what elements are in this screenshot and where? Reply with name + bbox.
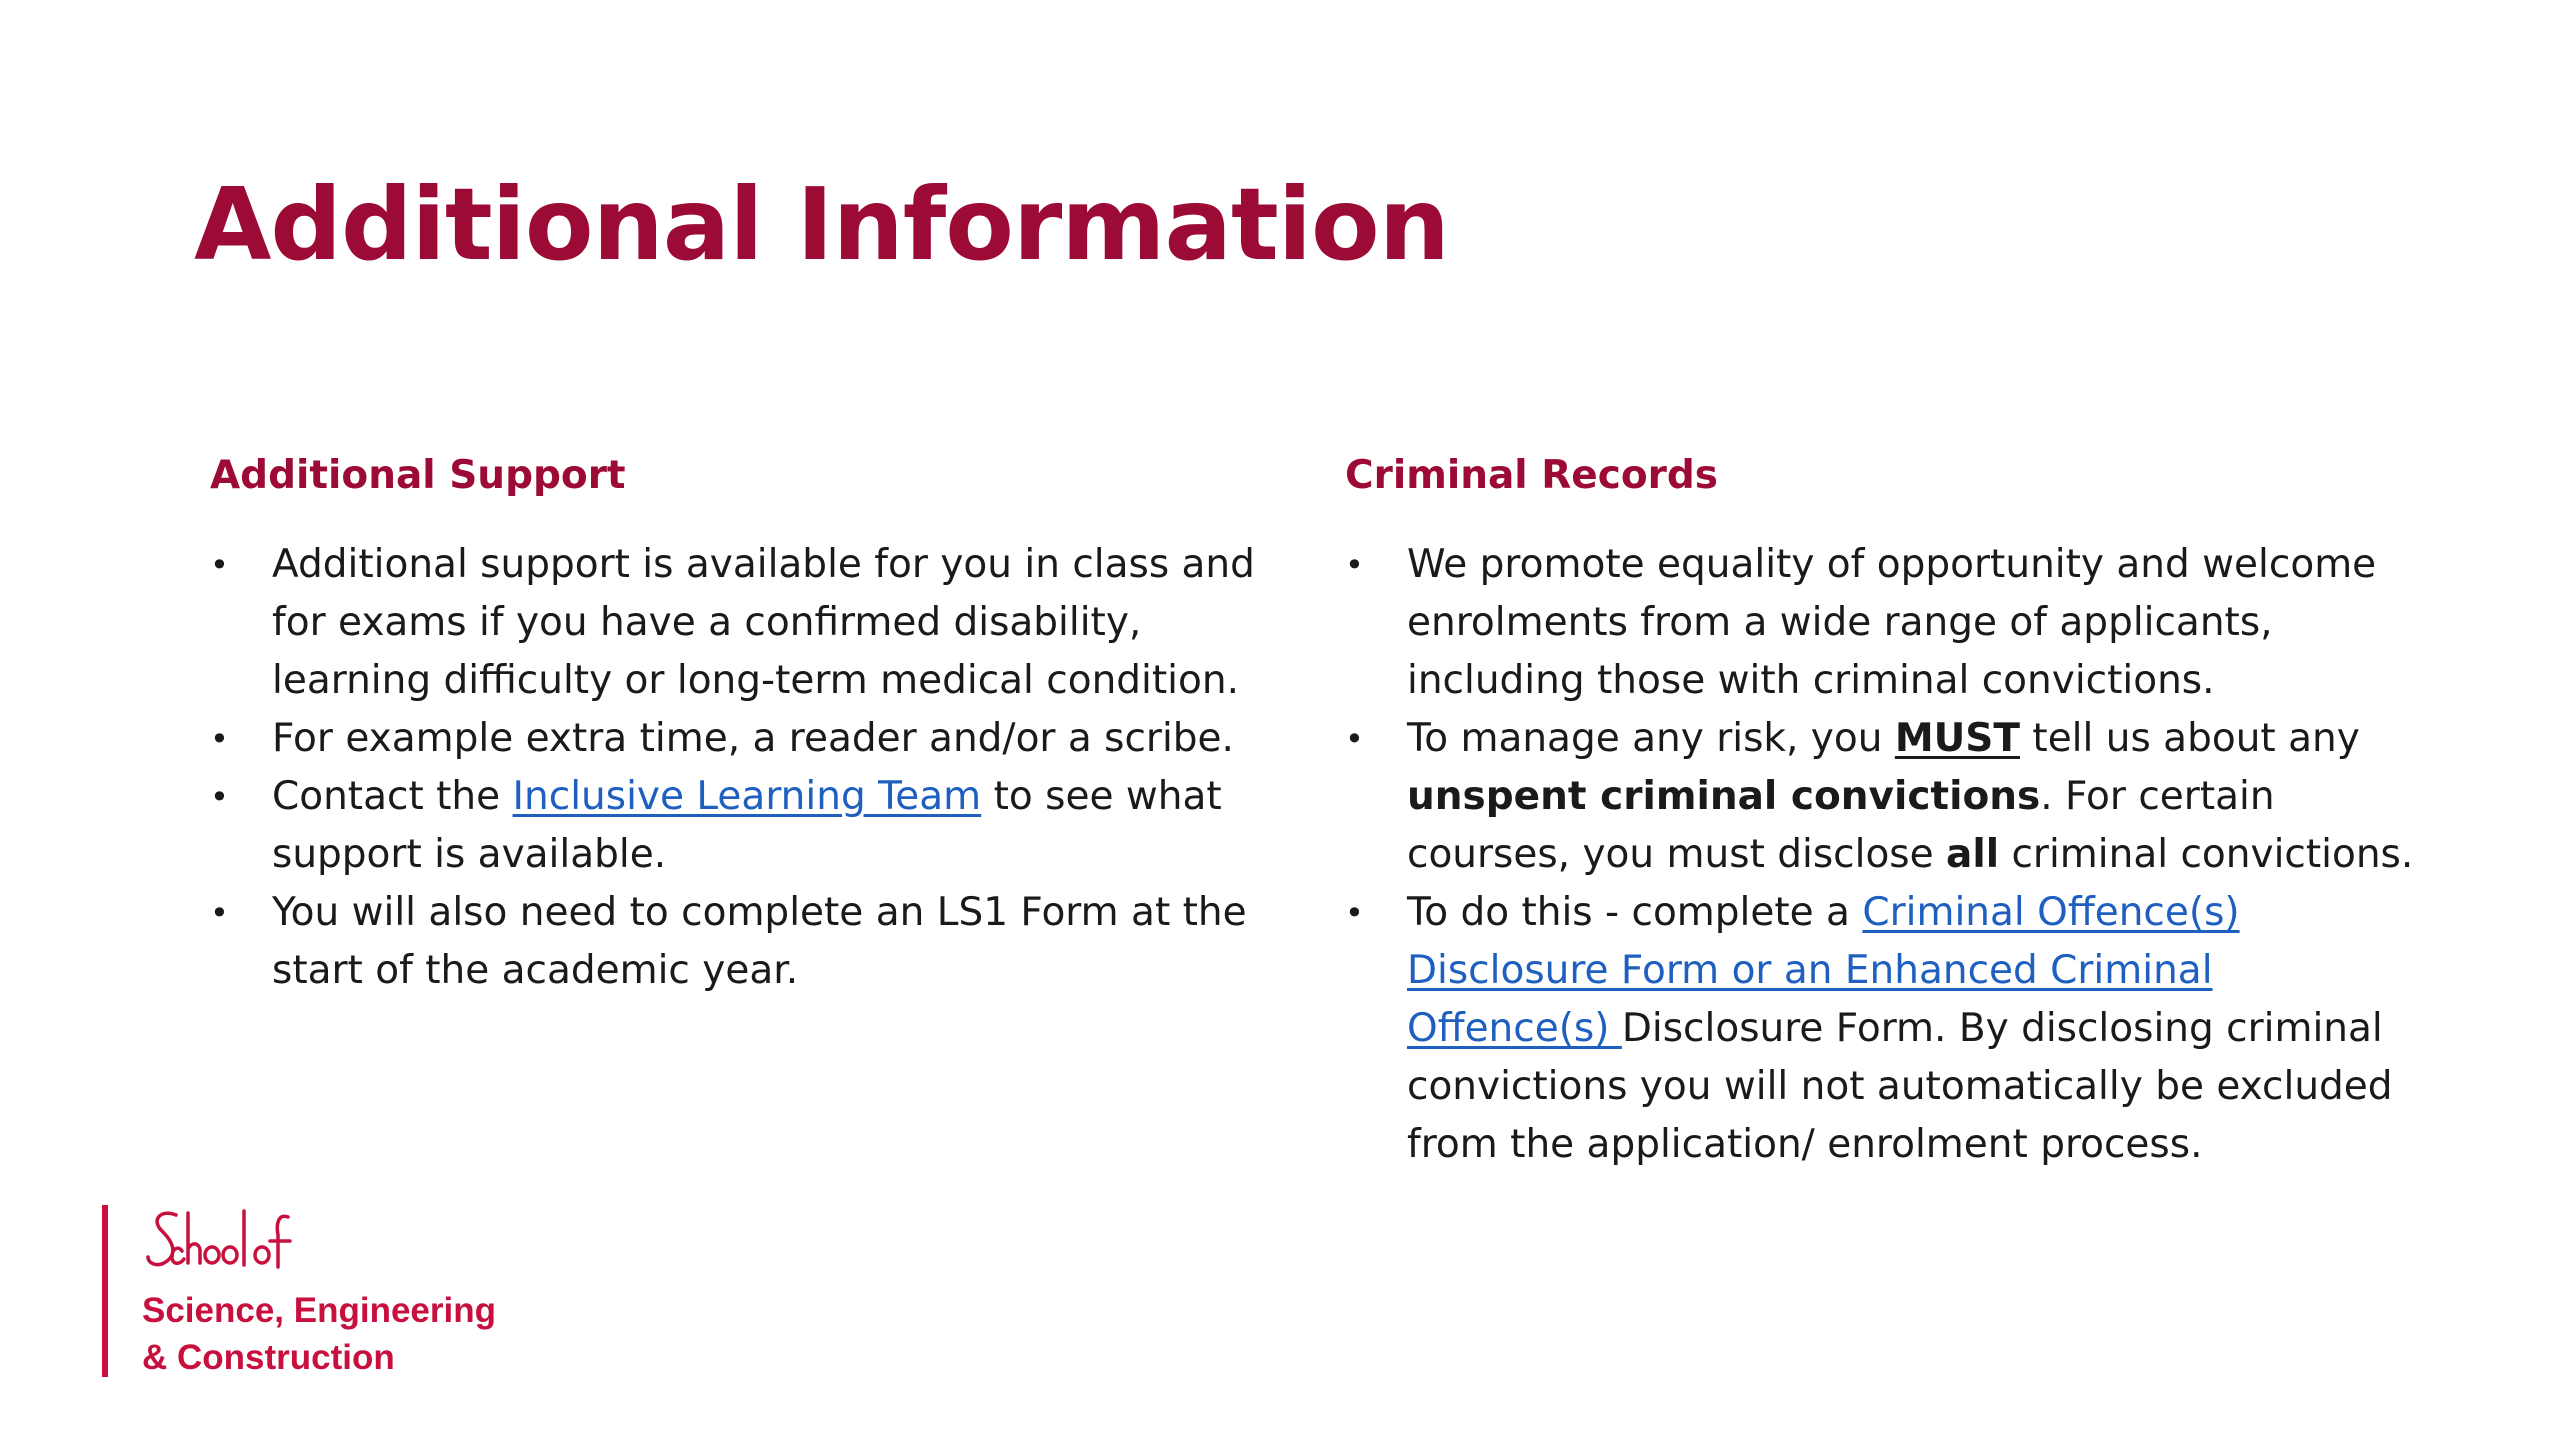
- list-item-text: to see what support is available.: [272, 774, 1222, 877]
- list-item-text: tell us about any: [2020, 716, 2360, 761]
- section-heading-additional-support: Additional Support: [210, 453, 626, 498]
- inclusive-learning-team-link[interactable]: Inclusive Learning Team: [512, 774, 982, 819]
- list-item-text: You will also need to complete an LS1 Form at the start of the academic year.: [272, 890, 1247, 993]
- list-item: [210, 768, 1270, 884]
- list-item-text: Additional support is available for you in class and for exams if you have a confirmed disability, learning difficulty or long-term medical condition.: [272, 542, 1255, 703]
- list-item: [210, 536, 1270, 710]
- criminal-offence-disclosure-form-link[interactable]: Criminal Offence(s) Disclosure Form or an Enhanced Criminal Offence(s): [1407, 890, 2240, 1051]
- additional-support-section: [210, 448, 1270, 1000]
- list-item: [1345, 884, 2425, 1174]
- list-item-text: Contact the: [272, 774, 513, 819]
- bullet-icon: •: [210, 778, 229, 816]
- school-name: [142, 1287, 496, 1381]
- bullet-icon: •: [1345, 894, 1364, 932]
- emphasis-must: MUST: [1894, 716, 2020, 761]
- school-logo: [102, 1205, 562, 1380]
- list-item-text: Disclosure Form. By disclosing criminal convictions you will not automatically be excluded from the application/ enrolment process.: [1407, 1006, 2393, 1167]
- school-name-line-2: & Construction: [142, 1338, 395, 1377]
- list-item: [1345, 710, 2425, 884]
- bullet-icon: •: [1345, 546, 1364, 584]
- list-item-text: We promote equality of opportunity and welcome enrolments from a wide range of applicants, including those with criminal convictions.: [1407, 542, 2377, 703]
- slide-title: Additional Information: [194, 166, 1449, 283]
- bullet-icon: •: [210, 720, 229, 758]
- school-name-line-1: Science, Engineering: [142, 1291, 496, 1330]
- criminal-records-list: [1345, 536, 2425, 1174]
- emphasis-all: all: [1946, 832, 2000, 877]
- bullet-icon: •: [210, 894, 229, 932]
- school-of-script-logo: [142, 1205, 312, 1285]
- logo-accent-bar: [102, 1205, 108, 1377]
- list-item: [210, 710, 1270, 768]
- list-item-text: criminal convictions.: [1999, 832, 2414, 877]
- emphasis-unspent-convictions: unspent criminal convictions: [1407, 774, 2041, 819]
- list-item: [1345, 536, 2425, 710]
- list-item-text: To do this - complete a: [1407, 890, 1863, 935]
- bullet-icon: •: [1345, 720, 1364, 758]
- section-heading-criminal-records: Criminal Records: [1345, 453, 1719, 498]
- list-item-text: . For certain courses, you must disclose: [1407, 774, 2275, 877]
- criminal-records-section: [1345, 448, 2425, 1174]
- list-item-text: For example extra time, a reader and/or a scribe.: [272, 716, 1234, 761]
- bullet-icon: •: [210, 546, 229, 584]
- list-item: [210, 884, 1270, 1000]
- additional-support-list: [210, 536, 1270, 1000]
- list-item-text: To manage any risk, you: [1407, 716, 1895, 761]
